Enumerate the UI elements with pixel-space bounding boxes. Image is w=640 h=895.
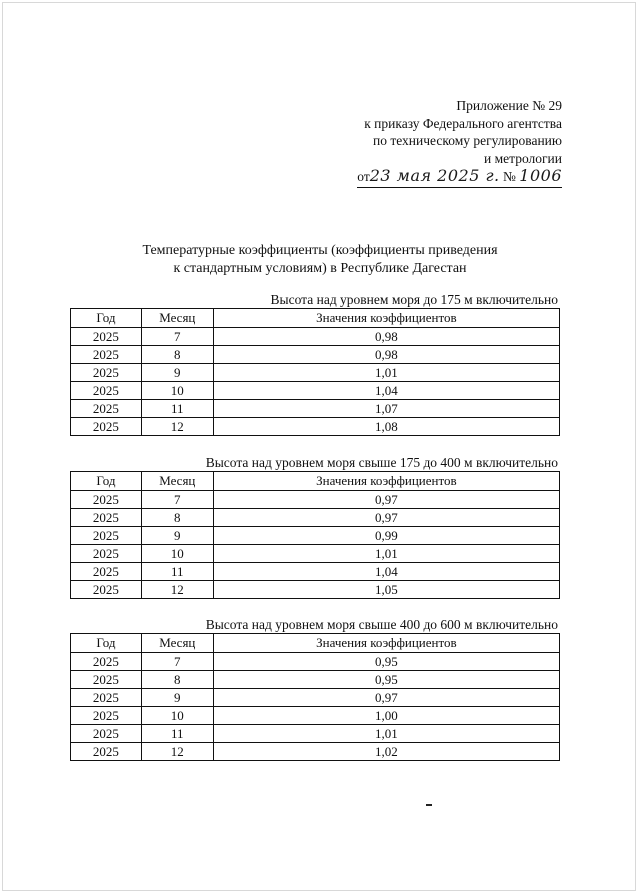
cell-value: 1,04	[213, 563, 559, 581]
table-row	[71, 545, 560, 563]
appendix-number: Приложение № 29	[456, 98, 562, 113]
table-row	[71, 382, 560, 400]
cell-year: 2025	[71, 527, 142, 545]
cell-year: 2025	[71, 491, 142, 509]
column-header-year: Год	[71, 472, 142, 491]
cell-month: 8	[141, 509, 213, 527]
table-row	[71, 491, 560, 509]
table-row	[71, 364, 560, 382]
cell-value: 1,00	[213, 707, 559, 725]
cell-year: 2025	[71, 653, 142, 671]
cell-month: 12	[141, 743, 213, 761]
column-header-year: Год	[71, 309, 142, 328]
cell-value: 0,99	[213, 527, 559, 545]
cell-month: 7	[141, 328, 213, 346]
handwritten-date: 23 мая 2025 г.	[369, 166, 500, 185]
cell-year: 2025	[71, 707, 142, 725]
cell-year: 2025	[71, 328, 142, 346]
title-line-1: Температурные коэффициенты (коэффициенты приведения	[142, 243, 498, 258]
cell-value: 1,04	[213, 382, 559, 400]
cell-value: 1,02	[213, 743, 559, 761]
table-row	[71, 689, 560, 707]
cell-value: 1,07	[213, 400, 559, 418]
table-caption: Высота над уровнем моря до 175 м включительно	[270, 292, 558, 307]
table-row	[71, 509, 560, 527]
agency-line-end: и метрологии	[484, 150, 562, 166]
cell-month: 9	[141, 527, 213, 545]
cell-year: 2025	[71, 671, 142, 689]
cell-year: 2025	[71, 364, 142, 382]
table-row	[71, 346, 560, 364]
column-header-month: Месяц	[141, 309, 213, 328]
table-section-1	[70, 292, 560, 436]
cell-month: 10	[141, 707, 213, 725]
table-header-row	[71, 309, 560, 328]
coefficients-table	[70, 633, 560, 761]
cell-year: 2025	[71, 689, 142, 707]
table-row	[71, 527, 560, 545]
column-header-value: Значения коэффициентов	[213, 309, 559, 328]
cell-month: 12	[141, 581, 213, 599]
cell-month: 9	[141, 689, 213, 707]
cell-value: 1,01	[213, 725, 559, 743]
cell-year: 2025	[71, 509, 142, 527]
cell-year: 2025	[71, 382, 142, 400]
cell-value: 1,08	[213, 418, 559, 436]
column-header-month: Месяц	[141, 634, 213, 653]
cell-month: 10	[141, 545, 213, 563]
cell-value: 1,01	[213, 364, 559, 382]
cell-month: 11	[141, 725, 213, 743]
cell-month: 11	[141, 400, 213, 418]
table-header-row	[71, 634, 560, 653]
column-header-value: Значения коэффициентов	[213, 472, 559, 491]
table-row	[71, 563, 560, 581]
handwritten-number: 1006	[519, 166, 562, 185]
table-row	[71, 725, 560, 743]
table-row	[71, 707, 560, 725]
number-prefix: №	[503, 169, 516, 184]
column-header-value: Значения коэффициентов	[213, 634, 559, 653]
appendix-header	[357, 97, 562, 188]
coefficients-table	[70, 471, 560, 599]
cell-value: 0,97	[213, 509, 559, 527]
table-row	[71, 418, 560, 436]
document-title	[90, 242, 550, 278]
table-section-3	[70, 617, 560, 761]
cell-year: 2025	[71, 581, 142, 599]
table-row	[71, 671, 560, 689]
cell-year: 2025	[71, 346, 142, 364]
cell-month: 7	[141, 491, 213, 509]
table-row	[71, 653, 560, 671]
column-header-year: Год	[71, 634, 142, 653]
cell-year: 2025	[71, 545, 142, 563]
table-row	[71, 743, 560, 761]
cell-year: 2025	[71, 418, 142, 436]
table-row	[71, 328, 560, 346]
table-row	[71, 400, 560, 418]
agency-line: по техническому регулированию	[372, 133, 562, 148]
table-section-2	[70, 455, 560, 599]
cell-month: 10	[141, 382, 213, 400]
cell-month: 8	[141, 671, 213, 689]
table-row	[71, 581, 560, 599]
cell-value: 0,98	[213, 328, 559, 346]
table-caption: Высота над уровнем моря свыше 175 до 400 м включительно	[205, 455, 558, 470]
cell-month: 8	[141, 346, 213, 364]
date-line	[357, 167, 562, 188]
column-header-month: Месяц	[141, 472, 213, 491]
cell-year: 2025	[71, 743, 142, 761]
cell-month: 9	[141, 364, 213, 382]
cell-value: 0,95	[213, 653, 559, 671]
cell-year: 2025	[71, 725, 142, 743]
cell-value: 0,97	[213, 491, 559, 509]
title-line-2: к стандартным условиям) в Республике Дагестан	[173, 261, 467, 276]
table-caption: Высота над уровнем моря свыше 400 до 600 м включительно	[205, 617, 558, 632]
cell-year: 2025	[71, 400, 142, 418]
cell-value: 0,98	[213, 346, 559, 364]
cell-value: 1,01	[213, 545, 559, 563]
order-reference: к приказу Федерального агентства	[364, 115, 562, 131]
scan-speck	[426, 804, 432, 806]
cell-value: 0,97	[213, 689, 559, 707]
date-prefix: от	[357, 169, 370, 184]
cell-month: 11	[141, 563, 213, 581]
cell-value: 0,95	[213, 671, 559, 689]
cell-value: 1,05	[213, 581, 559, 599]
date-number-line	[357, 167, 562, 188]
table-header-row	[71, 472, 560, 491]
cell-year: 2025	[71, 563, 142, 581]
cell-month: 7	[141, 653, 213, 671]
cell-month: 12	[141, 418, 213, 436]
coefficients-table	[70, 308, 560, 436]
